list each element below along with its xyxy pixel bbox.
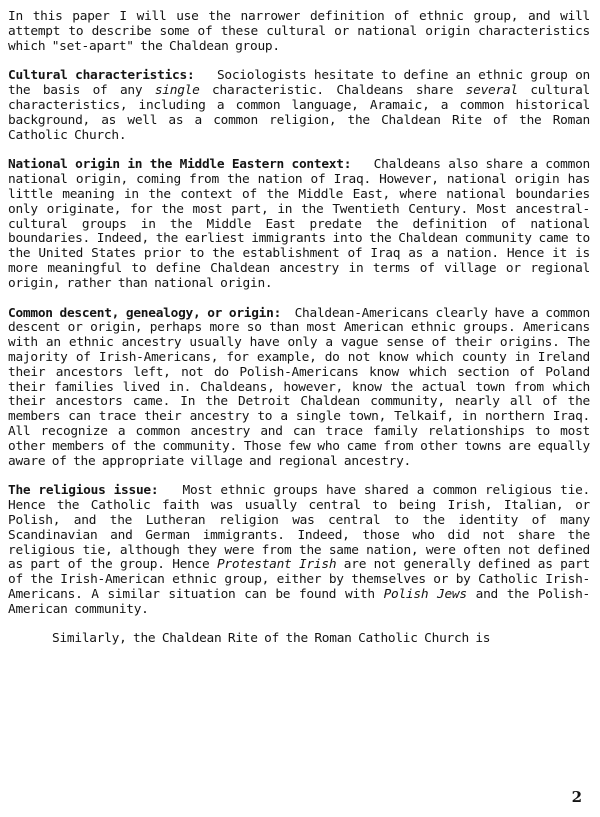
common-descent-paragraph xyxy=(8,307,590,470)
national-heading: National origin in the Middle Eastern context: xyxy=(8,157,352,173)
national-origin-paragraph xyxy=(8,158,590,291)
religious-emphasis-protestant-irish: Protestant Irish xyxy=(216,557,337,573)
cultural-characteristics-paragraph xyxy=(8,69,590,143)
closing-text: Similarly, the Chaldean Rite of the Roman Catholic Church is xyxy=(52,631,491,647)
national-text: Chaldeans also share a common national origin, coming from the nation of Iraq. However, national origin has little meaning in the context of the Middle East, where national boundaries only originate, for the most part, in the Twentieth Century. Most ancestral-cultural groups in the Middle East predate the definition of national boundaries. Indeed, the earliest immigrants into the Chaldean community came to the United States prior to the establishment of Iraq as a nation. Hence it is more meaningful to define Chaldean ancestry in terms of village or regional origin, rather than national origin. xyxy=(8,157,590,291)
cultural-text-3: cultural characteristics, including a common language, Aramaic, a common historical background, as well as a common religion, the Chaldean Rite of the Roman Catholic Church. xyxy=(8,83,590,143)
religious-text-3: and the Polish-American community. xyxy=(8,586,590,617)
religious-text-1: Most ethnic groups have shared a common religious tie. Hence the Catholic faith was usually central to being Irish, Italian, or Polish, and the Lutheran religion was central to the identity of many Scandinavian and German immigrants. Indeed, those who did not share the religious tie, although they were from the same nation, were often not defined as part of the group. Hence xyxy=(8,483,590,573)
cultural-text-2: characteristic. Chaldeans share xyxy=(212,83,454,99)
descent-heading: Common descent, genealogy, or origin: xyxy=(8,305,282,321)
religious-text-2: are not generally defined as part of the Irish-American ethnic group, either by themselves or by Catholic Irish-Americans. A similar situation can be found with xyxy=(8,557,590,602)
intro-paragraph xyxy=(8,10,590,54)
page-number: 2 xyxy=(571,788,582,806)
cultural-emphasis-single: single xyxy=(154,83,200,99)
religious-issue-paragraph xyxy=(8,484,590,617)
cultural-emphasis-several: several xyxy=(465,83,518,99)
religious-emphasis-polish-jews: Polish Jews xyxy=(383,586,467,602)
cultural-text-1: Sociologists hesitate to define an ethnic group on the basis of any xyxy=(8,68,590,99)
descent-text: Chaldean-Americans clearly have a common descent or origin, perhaps more so than most American ethnic groups. Americans with an ethnic ancestry usually have only a vague sense of their origins. The majority of Irish-Americans, for example, do not know which county in Ireland their ancestors left, not do Polish-Americans know which section of Poland their families lived in. Chaldeans, however, know the actual town from which their ancestors came. In the Detroit Chaldean community, nearly all of the members can trace their ancestry to a single town, Telkaif, in northern Iraq. All recognize a common ancestry and can trace family relationships to most other members of the community. Those few who came from other towns are equally aware of the appropriate village and regional ancestry. xyxy=(8,305,590,469)
religious-heading: The religious issue: xyxy=(8,483,159,499)
cultural-heading: Cultural characteristics: xyxy=(8,68,195,84)
intro-text: In this paper I will use the narrower definition of ethnic group, and will attempt to describe some of these cultural or national origin characteristics which "set-apart" the Chaldean group. xyxy=(8,9,590,54)
closing-paragraph xyxy=(8,632,590,647)
